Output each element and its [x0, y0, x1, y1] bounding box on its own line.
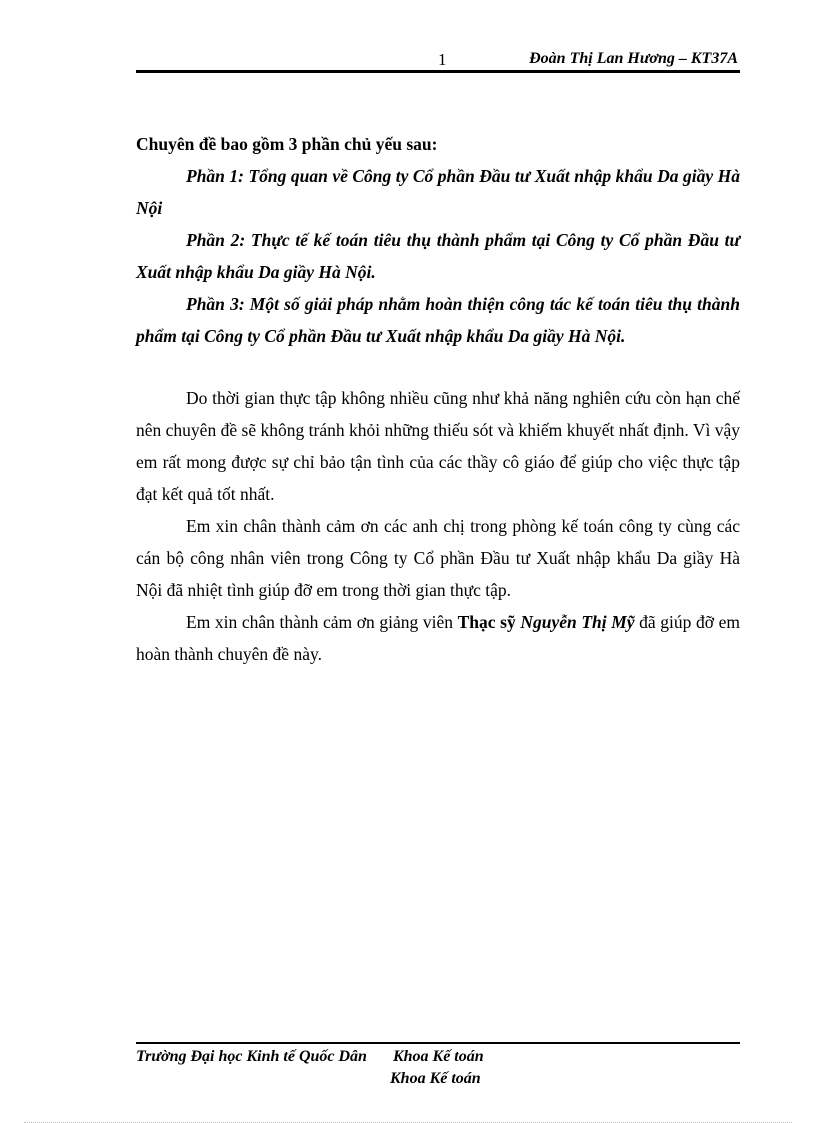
- header-author: Đoàn Thị Lan Hương – KT37A: [529, 50, 738, 67]
- part-3: Phần 3: Một số giải pháp nhằm hoàn thiện công tác kế toán tiêu thụ thành phẩm tại Công ty Cổ phần Đầu tư Xuất nhập khẩu Da giầy Hà Nội.: [136, 294, 740, 346]
- thanks-text: Em xin chân thành cảm ơn giảng viên: [186, 612, 458, 632]
- header-rule: [136, 70, 740, 73]
- page-number: 1: [438, 50, 447, 69]
- footer-rule: [136, 1042, 740, 1044]
- part-1: Phần 1: Tổng quan về Công ty Cổ phần Đầu tư Xuất nhập khẩu Da giầy Hà Nội: [136, 166, 740, 218]
- paragraph-thanks-lecturer: [136, 606, 740, 670]
- paragraph-internship: Do thời gian thực tập không nhiều cũng như khả năng nghiên cứu còn hạn chế nên chuyên đề sẽ không tránh khỏi những thiếu sót và khiếm khuyết nhất định. Vì vậy em rất mong được sự chỉ bảo tận tình của các thầy cô giáo để giúp cho việc thực tập đạt kết quả tốt nhất.: [136, 388, 740, 504]
- part-2: Phần 2: Thực tế kế toán tiêu thụ thành phẩm tại Công ty Cổ phần Đầu tư Xuất nhập khẩu Da giầy Hà Nội.: [136, 230, 740, 282]
- intro-line: Chuyên đề bao gồm 3 phần chủ yếu sau:: [136, 134, 438, 154]
- document-body: [136, 128, 740, 670]
- lecturer-title: Thạc sỹ: [457, 612, 516, 632]
- paragraph-thanks-company: Em xin chân thành cảm ơn các anh chị trong phòng kế toán công ty cùng các cán bộ công nhân viên trong Công ty Cổ phần Đầu tư Xuất nhập khẩu Da giầy Hà Nội đã nhiệt tình giúp đỡ em trong thời gian thực tập.: [136, 516, 740, 600]
- footer-school: Trường Đại học Kinh tế Quốc Dân: [136, 1048, 367, 1065]
- page-footer: [136, 1046, 740, 1090]
- footer-department-repeat: Khoa Kế toán: [390, 1070, 481, 1087]
- thanks-text-end: đã giúp đỡ em hoàn thành chuyên đề này.: [136, 612, 740, 664]
- page-header: [136, 48, 740, 72]
- spacer: [136, 352, 740, 382]
- lecturer-name: Nguyễn Thị Mỹ: [520, 612, 635, 632]
- footer-department: Khoa Kế toán: [392, 1048, 484, 1065]
